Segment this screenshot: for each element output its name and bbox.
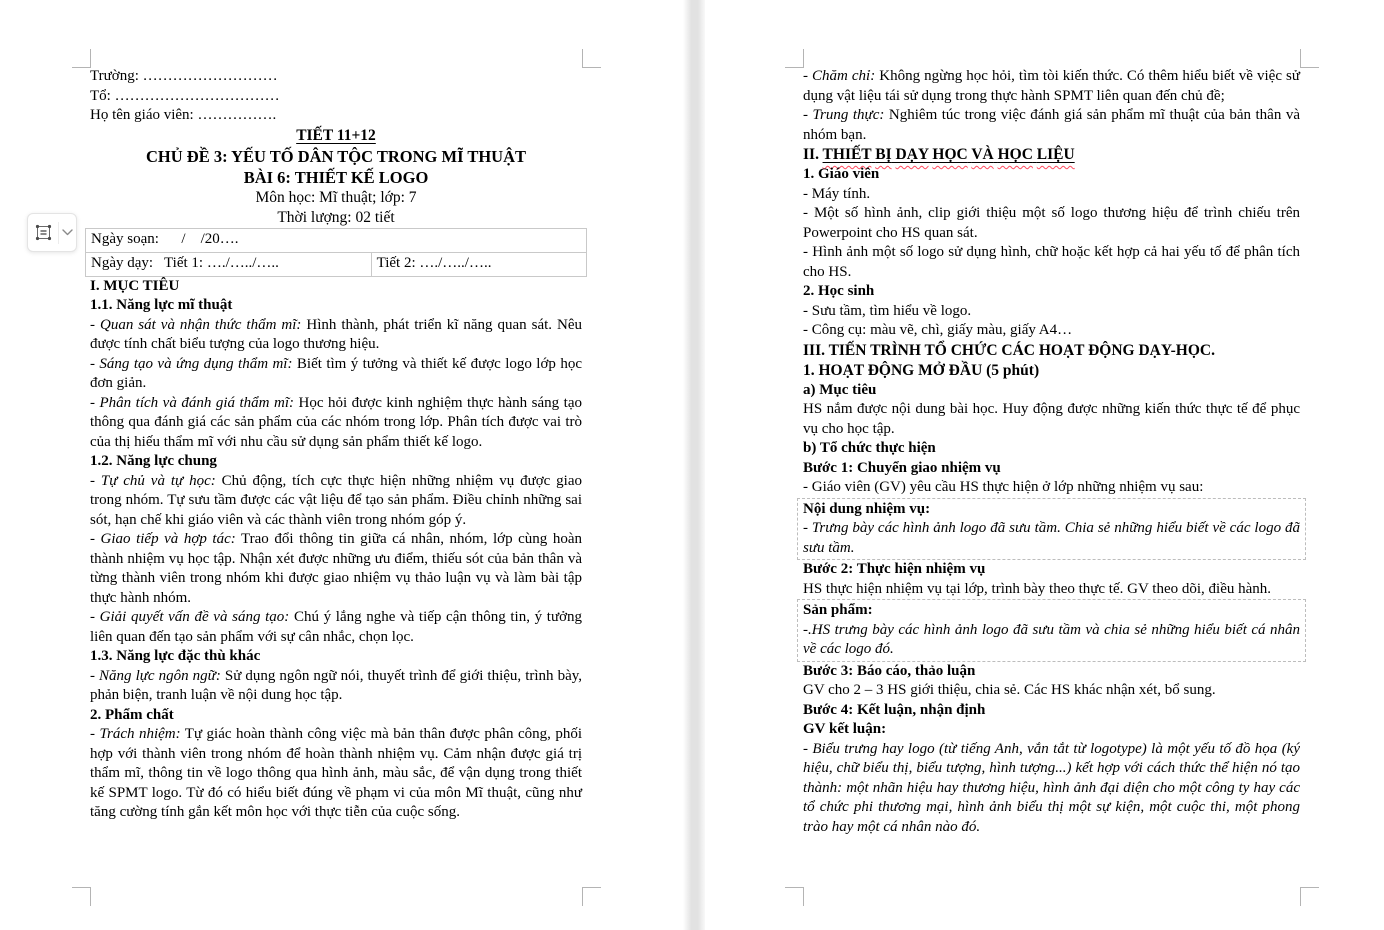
paragraph: 1.3. Năng lực đặc thù khác (90, 648, 261, 664)
paragraph: Họ tên giáo viên: ……………. (90, 107, 277, 123)
paragraph: CHỦ ĐỀ 3: YẾU TỐ DÂN TỘC TRONG MĨ THUẬT (145, 146, 526, 166)
paragraph: Trường: ……………………… (90, 68, 278, 84)
paragraph: - Giao tiếp và hợp tác: Trao đổi thông tin giữa cá nhân, nhóm, lớp cùng hoàn thành nhiệm vụ học tập. Nhận xét được những ưu điểm, thiếu sót của bản thân và từng thành viên trong nhóm khi được giao nhiệm vụ thảo luận vụ và làm bài tập thực hành nhóm. (90, 531, 582, 606)
page-2-content (803, 67, 1300, 837)
page-gap (683, 0, 707, 930)
spellcheck-word: THIẾT (822, 146, 872, 163)
paragraph: II. THIẾT BỊ DẠY HỌC VÀ HỌC LIỆU (803, 146, 1075, 163)
spellcheck-word: LIỆU (1036, 146, 1075, 163)
paragraph: 2. Học sinh (803, 283, 875, 299)
paragraph: BÀI 6: THIẾT KẾ LOGO (243, 167, 429, 187)
chevron-down-icon[interactable] (59, 214, 76, 251)
spellcheck-word: VÀ (971, 146, 994, 163)
paragraph: Nội dung nhiệm vụ: (803, 500, 931, 517)
paragraph: Tổ: …………………………… (90, 87, 280, 104)
paragraph: -.HS trưng bày các hình ảnh logo đã sưu tầm và chia sẻ những hiểu biết cá nhân về các logo đó. (803, 621, 1300, 657)
page-1 (0, 0, 685, 930)
paragraph: GV cho 2 – 3 HS giới thiệu, chia sẻ. Các HS khác nhận xét, bổ sung. (803, 682, 1216, 698)
paragraph: GV kết luận: (803, 721, 887, 737)
table-cell: Ngày dạy: Tiết 1: …./…../….. (86, 252, 372, 276)
spellcheck-word: BỊ (875, 146, 892, 163)
paragraph: Thời lượng: 02 tiết (277, 208, 395, 226)
paragraph: - Trưng bày các hình ảnh logo đã sưu tầm. Chia sẻ những hiểu biết về các logo đã sưu tầm. (803, 520, 1300, 556)
paragraph: - Giáo viên (GV) yêu cầu HS thực hiện ở lớp những nhiệm vụ sau: (803, 479, 1204, 495)
schedule-table (85, 228, 587, 277)
paragraph: 2. Phẩm chất (90, 706, 174, 723)
paragraph: Bước 4: Kết luận, nhận định (803, 701, 986, 718)
paragraph: Sản phẩm: (803, 602, 873, 618)
paragraph: a) Mục tiêu (803, 381, 877, 398)
paragraph: - Một số hình ảnh, clip giới thiệu một số logo thương hiệu để trình chiếu trên Powerpoint cho HS quan sát. (803, 205, 1300, 241)
content-box (797, 599, 1306, 662)
paragraph: 1. Giáo viên (803, 166, 880, 182)
spellcheck-word: HỌC (932, 146, 968, 163)
paragraph: TIẾT 11+12 (296, 126, 376, 144)
paragraph: - Sáng tạo và ứng dụng thẩm mĩ: Biết tìm ý tưởng và thiết kế được logo lớp học đơn giản. (90, 355, 582, 391)
paragraph: - Biểu trưng hay logo (từ tiếng Anh, vắn tắt từ logotype) là một yếu tố đồ họa (ký hiệu, chữ biểu thị, biểu tượng, hình tượng...) kết hợp với cách thức thể hiện nó tạo thành: một nhãn hiệu hay thương hiệu, hình ảnh đại diện cho một công ty hay các tổ chức phi thương mại, hình ảnh biểu thị một sự kiện, một cuộc thi, một phong trào hay một cá nhân nào đó. (803, 740, 1300, 835)
paste-options-button[interactable] (27, 213, 77, 252)
paragraph: - Công cụ: màu vẽ, chì, giấy màu, giấy A4… (803, 322, 1073, 338)
paragraph: - Quan sát và nhận thức thẩm mĩ: Hình thành, phát triển kĩ năng quan sát. Nêu được tính chất biểu tượng của logo thương hiệu. (90, 316, 583, 352)
paragraph: Bước 1: Chuyển giao nhiệm vụ (803, 459, 1001, 476)
paragraph: - Tự chủ và tự học: Chủ động, tích cực thực hiện những nhiệm vụ được giao trong nhóm. Tự sưu tầm được các vật liệu để tạo sản phẩm. Điều chỉnh những sai sót, hạn chế khi giáo viên và các thành viên trong nhóm góp ý. (90, 472, 583, 528)
paragraph: - Chăm chỉ: Không ngừng học hỏi, tìm tòi kiến thức. Có thêm hiểu biết về việc sử dụng vật liệu tái sử dụng trong thực hành SPMT liên quan đến chủ đề; (803, 68, 1300, 104)
paragraph: - Giải quyết vấn đề và sáng tạo: Chú ý lắng nghe và tiếp cận thông tin, ý tưởng liên quan đến tạo sản phẩm với sự cân nhắc, chọn lọc. (90, 609, 583, 645)
spellcheck-word: HỌC (997, 146, 1033, 163)
paragraph: HS nắm được nội dung bài học. Huy động được những kiến thức thực tế để phục vụ cho học tập. (803, 401, 1300, 437)
paragraph: Bước 3: Báo cáo, thảo luận (803, 662, 976, 679)
paragraph: - Trách nhiệm: Tự giác hoàn thành công việc mà bản thân được phân công, phối hợp với thành viên trong nhóm để hoàn thành nhiệm vụ. Cảm nhận được giá trị thẩm mĩ, thông tin về logo thông qua hình ảnh, màu sắc, để vận dụng trong thiết kế SPMT logo. Từ đó có hiểu biết đúng về phạm vi của môn Mĩ thuật, cũng như tăng cường tính gắn kết môn học với thực tiễn của cuộc sống. (90, 726, 583, 820)
paragraph: Môn học: Mĩ thuật; lớp: 7 (255, 188, 417, 206)
page-1-content (90, 67, 582, 823)
paste-options-icon (28, 214, 58, 251)
paragraph: b) Tổ chức thực hiện (803, 440, 936, 456)
paragraph: 1. HOẠT ĐỘNG MỞ ĐẦU (5 phút) (803, 361, 1040, 379)
paragraph: - Năng lực ngôn ngữ: Sử dụng ngôn ngữ nói, thuyết trình để giới thiệu, trình bày, phản biện, tranh luận về nội dung học tập. (90, 667, 582, 703)
paragraph: - Trung thực: Nghiêm túc trong việc đánh giá sản phẩm mĩ thuật của bản thân và nhóm bạn. (803, 107, 1300, 143)
paragraph: Bước 2: Thực hiện nhiệm vụ (803, 561, 986, 577)
paragraph: I. MỤC TIÊU (90, 277, 180, 294)
paragraph: - Máy tính. (803, 185, 871, 202)
paragraph: HS thực hiện nhiệm vụ tại lớp, trình bày theo thực tế. GV theo dõi, điều hành. (803, 580, 1272, 597)
table-cell: Tiết 2: …./…../….. (371, 252, 586, 276)
page-2 (705, 0, 1384, 930)
paragraph: - Sưu tầm, tìm hiểu về logo. (803, 302, 972, 319)
spellcheck-word: DẠY (895, 146, 929, 163)
paragraph: 1.1. Năng lực mĩ thuật (90, 297, 233, 313)
table-cell: Ngày soạn: / /20…. (86, 228, 587, 252)
paragraph: III. TIẾN TRÌNH TỔ CHỨC CÁC HOẠT ĐỘNG DẠY-HỌC. (803, 341, 1215, 359)
content-box (797, 498, 1306, 561)
paragraph: 1.2. Năng lực chung (90, 453, 217, 469)
paragraph: - Hình ảnh một số logo sử dụng hình, chữ hoặc kết hợp cả hai yếu tố để phân tích cho HS. (803, 244, 1300, 280)
paragraph: - Phân tích và đánh giá thẩm mĩ: Học hỏi được kinh nghiệm thực hành sáng tạo thông qua đánh giá các sản phẩm của các nhóm trong lớp. Phân tích được vai trò của thị hiếu thẩm mĩ với nhu cầu sử dụng sản phẩm thiết kế logo. (90, 394, 582, 450)
